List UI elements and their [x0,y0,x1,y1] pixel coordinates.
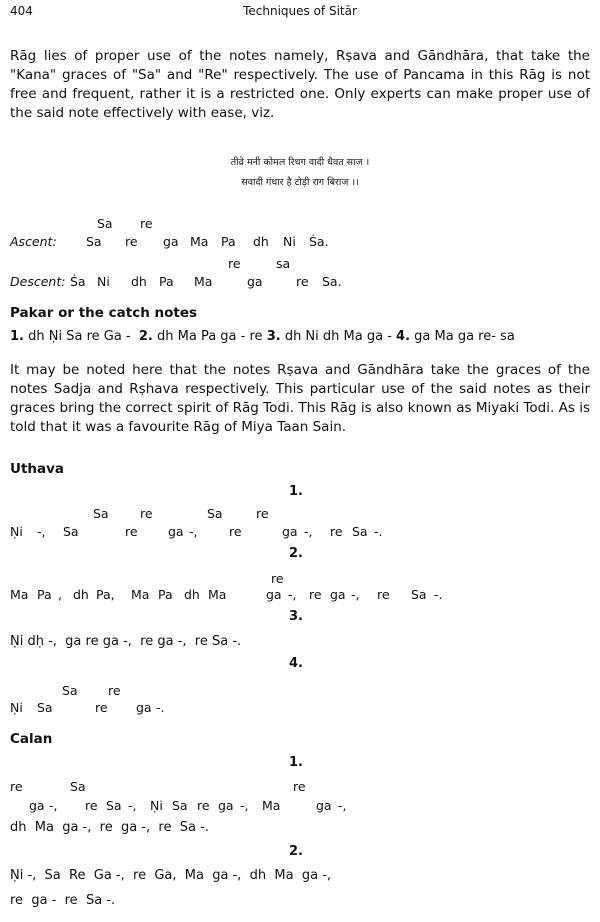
pakar-group: ga Ma ga re- sa [414,329,515,344]
calan-note: Sa [172,798,188,813]
uthava-note: -, [288,587,297,602]
calan-note: -, [240,798,249,813]
uthava-item-number: 1. [289,484,303,499]
calan-note: -, [49,798,58,813]
calan-line: Ṇi -, Sa Re Ga -, re Ga, Ma ga -, dh Ma ga -, [10,868,332,883]
pakar-number: 1. [10,329,24,344]
sanskrit-verse-line-1: तीव्रे मनी कोमल रिधग वादी धैवत साज । [230,157,370,168]
calan-item-number: 2. [289,844,303,859]
uthava-note: Ma [10,587,29,602]
uthava-note: ga [168,524,184,539]
uthava-heading: Uthava [10,461,65,477]
calan-line: dh Ma ga -, re ga -, re Sa -. [10,820,209,835]
uthava-note: Ṇi [10,700,23,715]
uthava-note: -, [37,524,46,539]
uthava-note: Sa [411,587,427,602]
calan-note: -, [128,798,137,813]
uthava-note: dh [73,587,89,602]
uthava-note: re [377,587,390,602]
descent-note: dh [131,274,147,289]
uthava-grace: Sa [62,683,78,698]
uthava-note: -, [189,524,198,539]
uthava-note: dh [184,587,200,602]
uthava-note: Ma [131,587,150,602]
uthava-note: -, [351,587,360,602]
page-number: 404 [10,4,33,18]
pakar-group: dh Ma Pa ga - re [157,329,263,344]
uthava-note: Ṇi [10,524,23,539]
calan-note: ga [316,798,332,813]
uthava-note: -, [304,524,313,539]
descent-label: Descent: [10,274,66,289]
calan-note: Ma [262,798,281,813]
descent-note: ga [247,274,263,289]
calan-grace: Sa [70,779,86,794]
ascent-note: Ṡa. [309,234,329,249]
pakar-group: dh Ni dh Ma ga - [284,329,392,344]
descent-grace: sa [276,256,291,271]
uthava-note: Pa [158,587,173,602]
uthava-note: re [125,524,138,539]
ascent-label: Ascent: [10,234,57,249]
uthava-grace: re [256,506,269,521]
uthava-grace: Sa [207,506,223,521]
intro-paragraph: Rāg lies of proper use of the notes namely, Rṣava and Gāndhāra, that take the "Kana" graces of "Sa" and "Re" respectively. The use of Pancama in this Rāg is not free and frequent, rather it is a restricted one. Only experts can make proper use of the said note effectively with ease, viz. [10,48,590,121]
running-title: Techniques of Sitār [243,4,357,18]
ascent-note: Ma [190,234,209,249]
descent-note: Ni [97,274,110,289]
uthava-grace: re [108,683,121,698]
uthava-item-number: 3. [289,609,303,624]
ascent-note: Pa [221,234,236,249]
uthava-grace: re [140,506,153,521]
uthava-item-number: 4. [289,656,303,671]
sanskrit-verse-line-2: सवादी गंधार है टोड़ी राग बिराज ।। [241,177,359,188]
uthava-note: Sa [352,524,368,539]
uthava-note: ga [330,587,346,602]
uthava-note: re [95,700,108,715]
uthava-note: Sa [37,700,53,715]
calan-grace: re [10,779,23,794]
ascent-note: re [125,234,138,249]
descent-note: Sa. [322,274,342,289]
ascent-grace: Sa [97,216,113,231]
note-paragraph: It may be noted here that the notes Rṣava and Gāndhāra take the graces of the notes Sadja and Rṣhava respectively. This particular use of the said notes as their graces bring the correct spirit of Rāg Todi. This Rāg is also known as Miyaki Todi. As is told that it was a favourite Rāg of Miya Taan Sain. [10,362,590,435]
ascent-note: Ni [283,234,296,249]
pakar-line [10,329,515,344]
calan-note: ga [29,798,45,813]
uthava-item-number: 2. [289,546,303,561]
uthava-note: , [58,587,62,602]
pakar-heading: Pakar or the catch notes [10,305,198,321]
calan-line: re ga - re Sa -. [10,893,116,908]
descent-grace: re [228,256,241,271]
descent-note: Pa [159,274,174,289]
uthava-grace: Sa [93,506,109,521]
calan-note: ga [218,798,234,813]
pakar-number: 4. [396,329,411,344]
uthava-grace: re [271,571,284,586]
ascent-note: ga [163,234,179,249]
uthava-note: Pa [37,587,52,602]
calan-heading: Calan [10,731,53,747]
calan-note: -, [338,798,347,813]
calan-note: Ṇi [150,798,163,813]
ascent-note: dh [253,234,269,249]
uthava-note: re [229,524,242,539]
calan-note: re [85,798,98,813]
ascent-note: Sa [86,234,102,249]
ascent-grace: re [140,216,153,231]
descent-note: Ma [194,274,213,289]
calan-grace: re [293,779,306,794]
uthava-note: ga [266,587,282,602]
uthava-note: re [330,524,343,539]
calan-note: re [197,798,210,813]
uthava-note: ga [282,524,298,539]
uthava-line: Ṇi dḥ -, ga re ga -, re ga -, re Sa -. [10,634,242,649]
descent-note: Ṡa [70,274,86,289]
pakar-group: dh Ṇi Sa re Ga - [28,329,131,344]
descent-note: re [296,274,309,289]
uthava-note: -. [374,524,383,539]
calan-note: Sa [106,798,122,813]
uthava-note: ga [136,700,152,715]
uthava-note: Pa, [96,587,115,602]
uthava-note: -. [156,700,165,715]
pakar-number: 3. [266,329,281,344]
uthava-note: Ma [208,587,227,602]
uthava-note: -. [434,587,443,602]
uthava-note: re [309,587,322,602]
pakar-number: 2. [138,329,153,344]
uthava-note: Sa [63,524,79,539]
calan-item-number: 1. [289,755,303,770]
